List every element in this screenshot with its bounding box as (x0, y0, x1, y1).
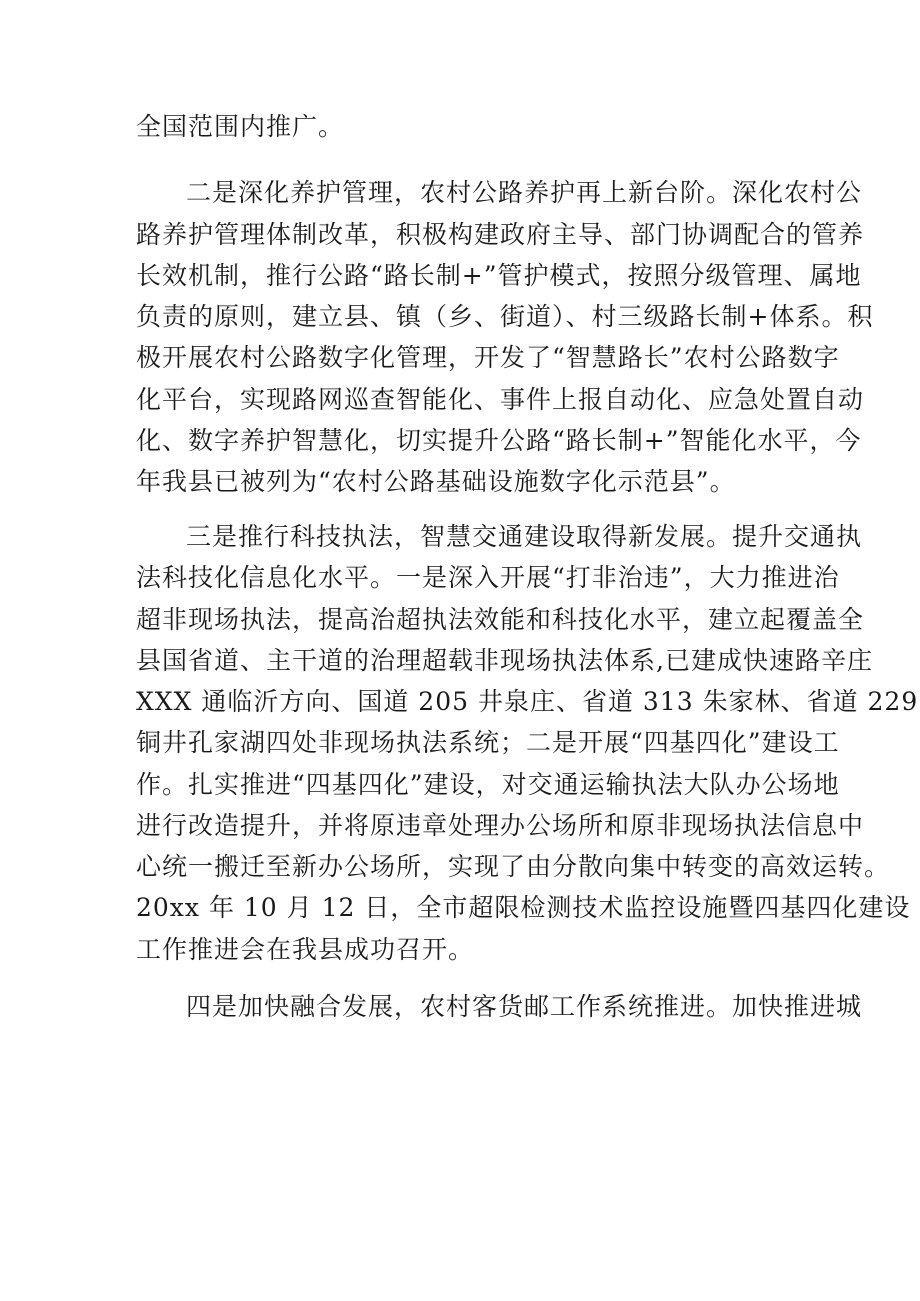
text-line: 全国范围内推广。 (136, 112, 345, 141)
paragraph-first-line: 三是推行科技执法，智慧交通建设取得新发展。提升交通执 (186, 522, 863, 551)
text-line: XXX 通临沂方向、国道 205 井泉庄、省道 313 朱家林、省道 229 (136, 687, 919, 716)
text-line: 作。扎实推进“四基四化”建设，对交通运输执法大队办公场地 (136, 770, 840, 799)
text-line: 铜井孔家湖四处非现场执法系统；二是开展“四基四化”建设工 (136, 728, 840, 757)
text-line: 负责的原则，建立县、镇（乡、街道）、村三级路长制+体系。积 (136, 302, 874, 331)
text-line: 化平台，实现路网巡查智能化、事件上报自动化、应急处置自动 (136, 385, 865, 414)
text-line: 长效机制，推行公路“路长制+”管护模式，按照分级管理、属地 (136, 261, 862, 290)
text-line: 化、数字养护智慧化，切实提升公路“路长制+”智能化水平，今 (136, 426, 862, 455)
text-line: 超非现场执法，提高治超执法效能和科技化水平，建立起覆盖全 (136, 605, 865, 634)
paragraph-first-line: 二是深化养护管理，农村公路养护再上新台阶。深化农村公 (186, 178, 863, 207)
text-line: 工作推进会在我县成功召开。 (136, 935, 475, 964)
text-line: 法科技化信息化水平。一是深入开展“打非治违”，大力推进治 (136, 563, 840, 592)
text-line: 县国省道、主干道的治理超载非现场执法体系,已建成快速路辛庄 (136, 646, 873, 675)
text-line: 20xx 年 10 月 12 日，全市超限检测技术监控设施暨四基四化建设 (136, 893, 911, 922)
text-line: 年我县已被列为“农村公路基础设施数字化示范县”。 (136, 467, 736, 496)
text-line: 进行改造提升，并将原违章处理办公场所和原非现场执法信息中 (136, 811, 865, 840)
text-line: 心统一搬迁至新办公场所，实现了由分散向集中转变的高效运转。 (136, 852, 891, 881)
text-line: 路养护管理体制改革，积极构建政府主导、部门协调配合的管养 (136, 220, 865, 249)
paragraph-first-line: 四是加快融合发展，农村客货邮工作系统推进。加快推进城 (186, 992, 863, 1021)
text-line: 极开展农村公路数字化管理，开发了“智慧路长”农村公路数字 (136, 343, 840, 372)
